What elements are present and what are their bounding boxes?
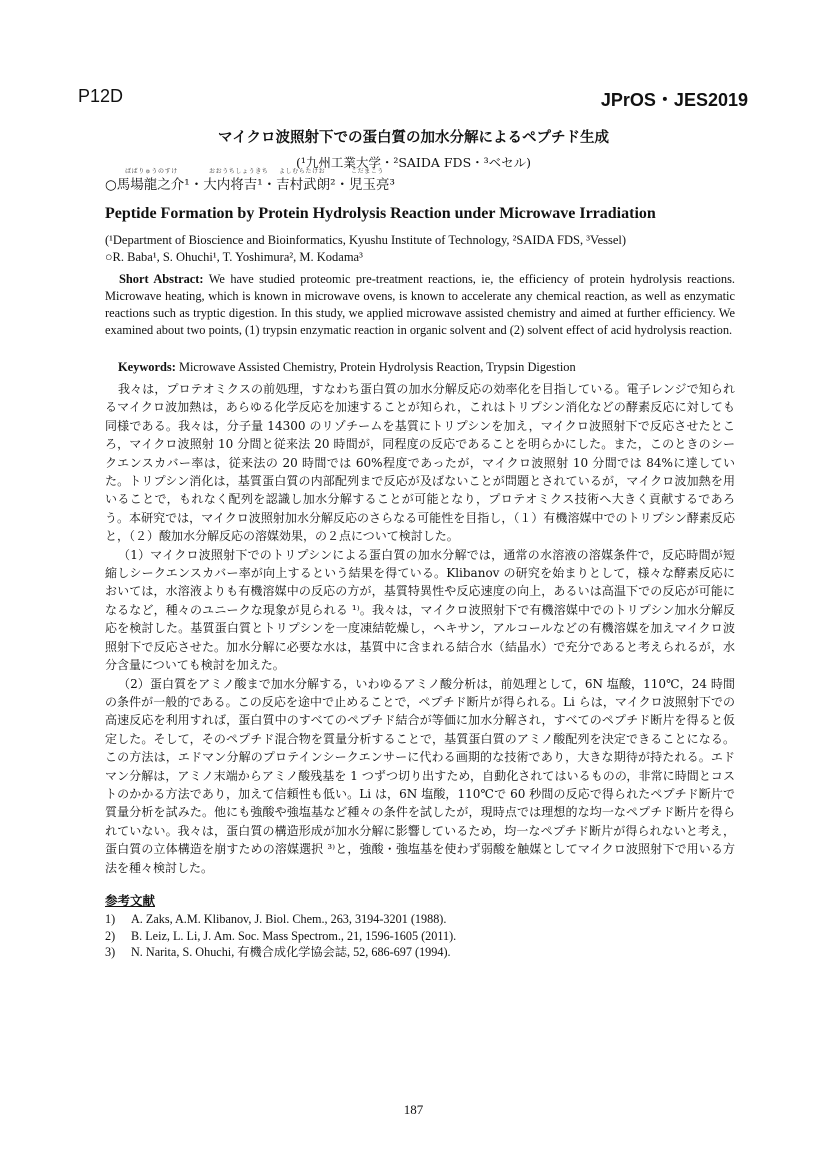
- ruby-ouchi: おおうちしょうきち: [209, 168, 269, 175]
- keywords-label: Keywords:: [118, 360, 176, 374]
- abstract-text: We have studied proteomic pre-treatment reactions, ie, the efficiency of protein hydrolysis reactions. Microwave heating, which is known in microwave ovens, is known to accelerate any chemical reaction, as well as enzymatic reactions such as tryptic digestion. In this study, we applied microwave assisted chemistry and aimed at further efficiency. We examined about two points, (1) trypsin enzymatic reaction in organic solvent and (2) solvent effect of acid hydrolysis reaction.: [105, 272, 735, 337]
- references-heading: 参考文献: [105, 893, 156, 908]
- references-list: [105, 911, 456, 961]
- keywords: [118, 360, 576, 375]
- keywords-text: Microwave Assisted Chemistry, Protein Hydrolysis Reaction, Trypsin Digestion: [178, 360, 576, 374]
- english-authors: ○R. Baba¹, S. Ohuchi¹, T. Yoshimura², M. Kodama³: [105, 250, 363, 264]
- reference-text: N. Narita, S. Ohuchi, 有機合成化学協会誌, 52, 686-697 (1994).: [131, 945, 451, 959]
- reference-number: 2): [105, 928, 116, 943]
- conference-name: JPrOS・JES2019: [600, 90, 748, 110]
- abstract-label: Short Abstract:: [119, 272, 204, 286]
- reference-text: B. Leiz, L. Li, J. Am. Soc. Mass Spectrom., 21, 1596-1605 (2011).: [131, 928, 457, 943]
- ruby-baba: ばばりゅうのすけ: [125, 168, 178, 175]
- english-title: Peptide Formation by Protein Hydrolysis Reaction under Microwave Irradiation: [105, 205, 656, 222]
- reference-number: 3): [105, 945, 116, 959]
- english-affiliation: (¹Department of Bioscience and Bioinformatics, Kyushu Institute of Technology, ²SAIDA FDS, ³Vessel): [105, 233, 627, 247]
- body-paragraph-3: （2）蛋白質をアミノ酸まで加水分解する，いわゆるアミノ酸分析は，前処理として，6N 塩酸，110℃，24 時間の条件が一般的である。この反応を途中で止めることで，ペプチド断片が得られる。Li らは，マイクロ波照射下での高速反応を利用すれば，蛋白質中のすべてのペプチド結合が等価に加水分解され，すべてのペプチド断片を得ると仮定した。そして，そのペプチド混合物を質量分析することで，基質蛋白質のアミノ酸配列を決定できることになる。この方法は，エドマン分解のプロテインシークエンサーに代わる画期的な技術であり，大きな期待が持たれる。エドマン分解は，アミノ末端からアミノ酸残基を 1 つずつ切り出すため，自動化されてはいるものの，非常に時間とコストのかかる方法であり，加えて信頼性も低い。Li は，6N 塩酸，110℃で 60 秒間の反応で得られたペプチド断片で質量分析を試みた。他にも強酸や強塩基など種々の条件を試したが，現時点では理想的な均一なペプチド断片を得られていない。我々は，蛋白質の構造形成が加水分解に影響しているため，均一なペプチド断片が得られないと考え，蛋白質の立体構造を崩すための溶媒選択 ³⁾と，強酸・強塩基を使わず弱酸を触媒としてマイクロ波照射下で用いる方法を種々検討した。: [105, 676, 735, 875]
- japanese-authors: [105, 168, 395, 193]
- japanese-title: マイクロ波照射下での蛋白質の加水分解によるペプチド生成: [218, 130, 609, 146]
- reference-item: [105, 911, 456, 928]
- body-paragraph-1: 我々は，プロテオミクスの前処理，すなわち蛋白質の加水分解反応の効率化を目指している。電子レンジで知られるマイクロ波加熱は，あらゆる化学反応を加速することが知られ，これはトリプシン消化などの酵素反応に対しても同様である。我々は，分子量 14300 のリゾチームを基質にトリプシンを加え，マイクロ波照射下で反応させたところ，マイクロ波照射 10 分間と従来法 20 時間が，同程度の反応であることを明らかにした。また，このときのシークエンスカバー率は，従来法の 20 時間では 60%程度であったが，マイクロ波照射 10 分間では 84%に達していた。トリプシン消化は，基質蛋白質の内部配列まで反応が及ばないことが問題とされているが，マイクロ波加熱を用いることで，もれなく配列を認識し加水分解することが可能となり，プロテオミクス技術へ大きく貢献するであろう。本研究では，マイクロ波照射加水分解反応のさらなる可能性を目指し，（１）有機溶媒中でのトリプシン酵素反応と，（２）酸加水分解反応の溶媒効果，の２点について検討した。: [105, 382, 735, 544]
- reference-item: [105, 928, 456, 945]
- reference-number: 1): [105, 912, 116, 926]
- ruby-yoshimura: よしむらたけお: [279, 168, 326, 175]
- ruby-kodama: こだまこう: [351, 168, 385, 175]
- japanese-author-list: ○馬場龍之介¹・大内将吉¹・吉村武朗²・児玉亮³: [105, 177, 395, 193]
- english-affiliation-block: [105, 232, 747, 266]
- page-number: 187: [403, 1102, 424, 1117]
- short-abstract: [105, 271, 735, 339]
- body-paragraph-2: （1）マイクロ波照射下でのトリプシンによる蛋白質の加水分解では，通常の水溶液の溶媒条件で，反応時間が短縮しシークエンスカバー率が向上するという結果を得ている。Klibanov の研究を始まりとして，様々な酵素反応においては，水溶液よりも有機溶媒中の反応の方が，基質特異性や反応速度の向上，あるいは高温下での反応が可能になるなど，種々のユニークな現象が見られる ¹⁾。我々は，マイクロ波照射下で有機溶媒中でのトリプシン加水分解反応を検討した。基質蛋白質とトリプシンを一度凍結乾燥し，ヘキサン，アルコールなどの有機溶媒を加えマイクロ波照射下で反応させた。加水分解に必要な水は，基質中に含まれる結合水（結晶水）で充分であると考えられるが，水分含量についても検討を加えた。: [105, 547, 735, 673]
- body-text: [105, 380, 735, 877]
- session-code: P12D: [78, 86, 124, 106]
- reference-text: A. Zaks, A.M. Klibanov, J. Biol. Chem., 263, 3194-3201 (1988).: [131, 912, 447, 926]
- japanese-affiliation: (¹九州工業大学・²SAIDA FDS・³ベセル): [295, 155, 532, 170]
- reference-item: [105, 944, 456, 961]
